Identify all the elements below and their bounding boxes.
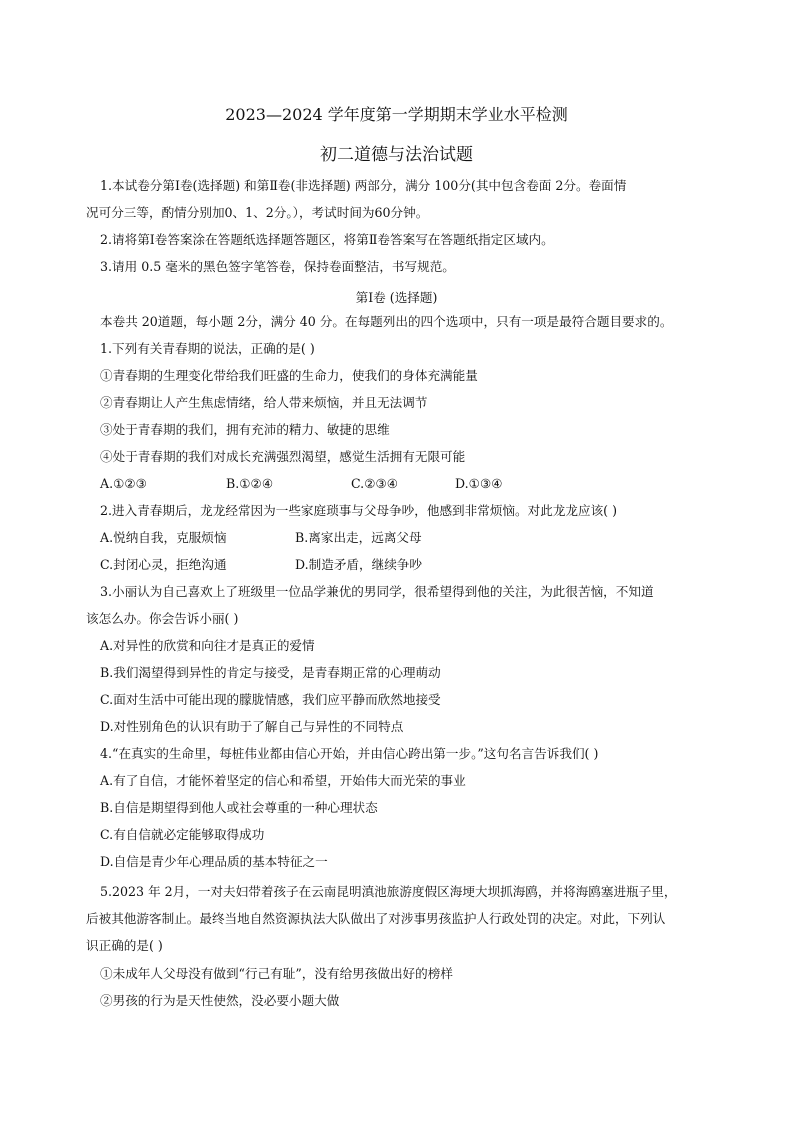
instruction-line-1: 1.本试卷分第Ⅰ卷(选择题) 和第Ⅱ卷(非选择题) 两部分，满分 100分(其中包含卷面 2分。卷面情 — [100, 178, 627, 193]
exam-title: 2023—2024 学年度第一学期期末学业水平检测 — [225, 105, 568, 124]
q1-stem: 1.下列有关青春期的说法，正确的是( ) — [100, 341, 315, 356]
q1-option-d: D.①③④ — [455, 476, 503, 491]
q1-item-3: ③处于青春期的我们，拥有充沛的精力、敏捷的思维 — [100, 422, 390, 437]
q5-stem-line-3: 识正确的是( ) — [86, 938, 163, 953]
q2-option-b: B.离家出走，远离父母 — [295, 530, 422, 545]
q2-option-d: D.制造矛盾，继续争吵 — [295, 557, 422, 572]
q3-stem-line-1: 3.小丽认为自己喜欢上了班级里一位品学兼优的男同学，很希望得到他的关注，为此很苦恼，不知道 — [100, 584, 654, 599]
q5-item-2: ②男孩的行为是天性使然，没必要小题大做 — [100, 993, 340, 1008]
q1-option-a: A.①②③ — [100, 476, 147, 491]
q3-option-d: D.对性别角色的认识有助于了解自己与异性的不同特点 — [100, 719, 404, 734]
q4-option-c: C.有自信就必定能够取得成功 — [100, 827, 265, 842]
q1-option-b: B.①②④ — [226, 476, 274, 491]
q2-option-c: C.封闭心灵，拒绝沟通 — [100, 557, 227, 572]
q2-option-a: A.悦纳自我，克服烦恼 — [100, 530, 227, 545]
instruction-line-2: 况可分三等，酌情分别加0、1、2分。），考试时间为60分钟。 — [86, 205, 429, 220]
q1-item-4: ④处于青春期的我们对成长充满强烈渴望，感觉生活拥有无限可能 — [100, 449, 466, 464]
q5-item-1: ①未成年人父母没有做到“行己有耻”，没有给男孩做出好的榜样 — [100, 966, 453, 981]
section-intro: 本卷共 20道题，每小题 2分，满分 40 分。在每题列出的四个选项中，只有一项是最符合题目要求的。 — [100, 314, 673, 329]
q1-item-1: ①青春期的生理变化带给我们旺盛的生命力，使我们的身体充满能量 — [100, 368, 478, 383]
q5-stem-line-2: 后被其他游客制止。最终当地自然资源执法大队做出了对涉事男孩监护人行政处罚的决定。对此，下列认 — [86, 911, 666, 926]
q2-stem: 2.进入青春期后，龙龙经常因为一些家庭琐事与父母争吵，他感到非常烦恼。对此龙龙应该( ) — [100, 503, 618, 518]
q4-option-b: B.自信是期望得到他人或社会尊重的一种心理状态 — [100, 800, 378, 815]
q4-option-d: D.自信是青少年心理品质的基本特征之一 — [100, 854, 328, 869]
q3-option-b: B.我们渴望得到异性的肯定与接受，是青春期正常的心理萌动 — [100, 665, 441, 680]
q3-stem-line-2: 该怎么办。你会告诉小丽( ) — [86, 611, 239, 626]
q3-option-a: A.对异性的欣赏和向往才是真正的爱情 — [100, 638, 315, 653]
q4-stem: 4.“在真实的生命里，每桩伟业都由信心开始，并由信心跨出第一步。”这句名言告诉我们( ) — [100, 746, 599, 761]
q4-option-a: A.有了自信，才能怀着坚定的信心和希望，开始伟大而光荣的事业 — [100, 773, 466, 788]
q1-item-2: ②青春期让人产生焦虑情绪，给人带来烦恼，并且无法调节 — [100, 395, 428, 410]
section-title: 第Ⅰ卷 (选择题) — [355, 290, 438, 305]
q5-stem-line-1: 5.2023 年 2月，一对夫妇带着孩子在云南昆明滇池旅游度假区海埂大坝抓海鸥，并将海鸥塞进瓶子里， — [100, 884, 677, 899]
q3-option-c: C.面对生活中可能出现的朦胧情感，我们应平静而欣然地接受 — [100, 692, 441, 707]
exam-subtitle: 初二道德与法治试题 — [320, 145, 473, 165]
instruction-line-3: 2.请将第Ⅰ卷答案涂在答题纸选择题答题区，将第Ⅱ卷答案写在答题纸指定区域内。 — [100, 232, 554, 247]
instruction-line-4: 3.请用 0.5 毫米的黑色签字笔答卷，保持卷面整洁，书写规范。 — [100, 259, 455, 274]
q1-option-c: C.②③④ — [351, 476, 399, 491]
